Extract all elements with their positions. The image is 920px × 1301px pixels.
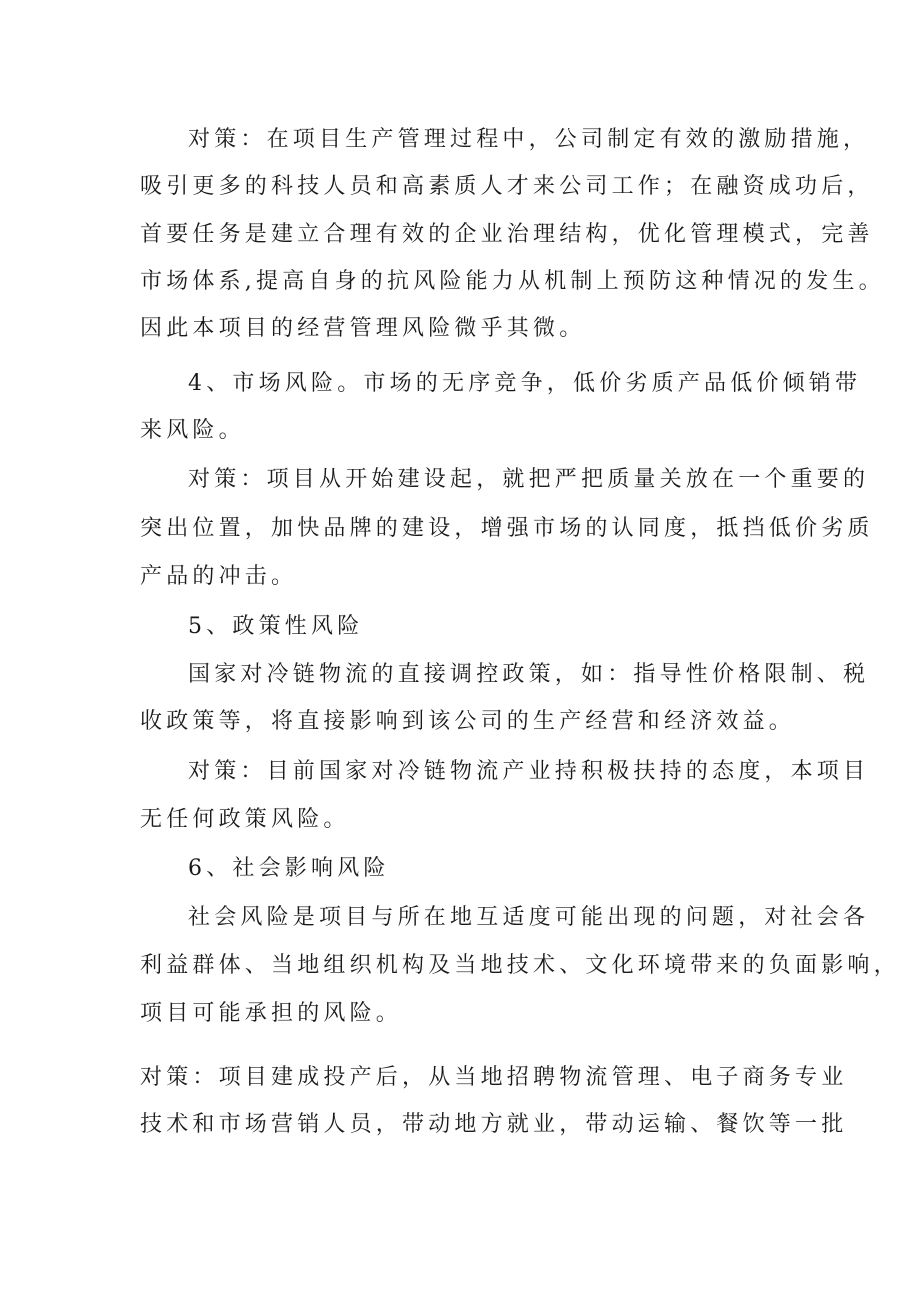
paragraph-line-2: 吸引更多的科技人员和高素质人才来公司工作；在融资成功后， [140, 174, 874, 199]
paragraph-line-7: 来风险。 [140, 418, 245, 443]
paragraph-line-8: 对策：项目从开始建设起，就把严把质量关放在一个重要的 [188, 467, 870, 492]
paragraph-line-12: 国家对冷链物流的直接调控政策，如：指导性价格限制、税 [188, 662, 870, 687]
paragraph-line-15: 无任何政策风险。 [140, 807, 350, 832]
paragraph-line-6: 4、市场风险。市场的无序竞争，低价劣质产品低价倾销带 [188, 371, 862, 396]
paragraph-line-13: 收政策等，将直接影响到该公司的生产经营和经济效益。 [140, 709, 796, 734]
paragraph-line-5: 因此本项目的经营管理风险微乎其微。 [140, 316, 586, 341]
paragraph-line-4: 市场体系,提高自身的抗风险能力从机制上预防这种情况的发生。 [140, 269, 885, 294]
paragraph-line-20: 对策：项目建成投产后，从当地招聘物流管理、电子商务专业 [140, 1065, 848, 1090]
section-heading-6: 6、社会影响风险 [188, 856, 390, 881]
paragraph-line-1: 对策：在项目生产管理过程中，公司制定有效的激励措施， [188, 127, 870, 152]
paragraph-line-21: 技术和市场营销人员，带动地方就业，带动运输、餐饮等一批 [140, 1112, 848, 1137]
paragraph-line-9: 突出位置，加快品牌的建设，增强市场的认同度，抵挡低价劣质 [140, 516, 874, 541]
paragraph-line-10: 产品的冲击。 [140, 564, 298, 589]
paragraph-line-19: 项目可能承担的风险。 [140, 1001, 403, 1026]
paragraph-line-14: 对策：目前国家对冷链物流产业持积极扶持的态度，本项目 [188, 759, 870, 784]
section-heading-5: 5、政策性风险 [188, 614, 364, 639]
paragraph-line-18: 利益群体、当地组织机构及当地技术、文化环境带来的负面影响， [140, 953, 900, 978]
paragraph-line-3: 首要任务是建立合理有效的企业治理结构，优化管理模式，完善 [140, 222, 874, 247]
paragraph-line-17: 社会风险是项目与所在地互适度可能出现的问题，对社会各 [188, 905, 870, 930]
